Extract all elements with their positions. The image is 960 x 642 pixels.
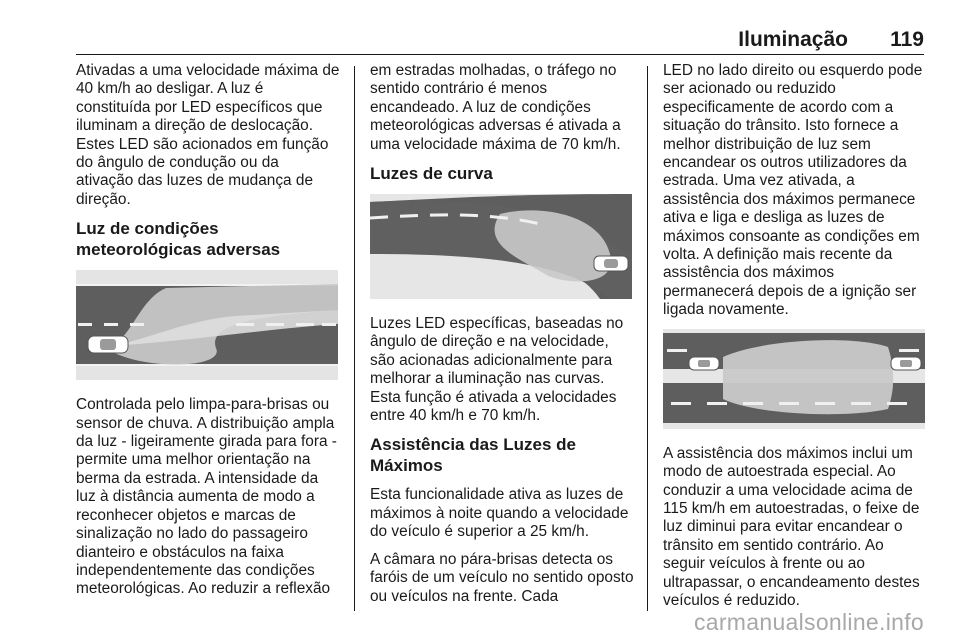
section-heading-cornering-lights: Luzes de curva	[370, 164, 493, 184]
car-icon	[594, 256, 628, 271]
page-number: 119	[890, 28, 924, 51]
column-2	[370, 62, 634, 615]
column-3	[663, 62, 927, 619]
paragraph: em estradas molhadas, o tráfego no sentido contrário é menos encandeado. A luz de condições meteorológicas adversas é ativada a uma velocidade máxima de 70 km/h.	[370, 62, 621, 153]
paragraph: A assistência dos máximos inclui um modo de autoestrada especial. Ao conduzir a uma velocidade acima de 115 km/h em autoestradas, o feixe de luz diminui para evitar encandear o trânsito em sentido contrário. Ao seguir veículos à frente ou ao ultrapassar, o encandeamento destes veículos é reduzido.	[663, 444, 920, 609]
section-title: Iluminação	[738, 28, 848, 51]
section-heading-high-beam-assist: Assistência das Luzes de Máximos	[370, 435, 576, 476]
paragraph: Esta funcionalidade ativa as luzes de máximos à noite quando a velocidade do veículo é superior a 25 km/h.	[370, 486, 629, 541]
cornering-light-illustration	[370, 194, 632, 299]
paragraph: A câmara no pára-brisas detecta os faróis de um veículo no sentido oposto ou veículos na frente. Cada	[370, 550, 634, 605]
car-icon	[891, 357, 921, 370]
car-icon	[88, 336, 128, 353]
column-divider-2	[647, 66, 648, 611]
page-header	[0, 0, 960, 56]
column-divider-1	[354, 66, 355, 611]
column-1	[76, 62, 340, 608]
watermark: carmanualsonline.info	[693, 609, 924, 635]
section-heading-adverse-weather: Luz de condições meteorológicas adversas	[76, 219, 281, 260]
paragraph: Ativadas a uma velocidade máxima de 40 km/h ao desligar. A luz é constituída por LED específicos que iluminam a direção de deslocação. Estes LED são acionados em função do ângulo de condução ou da ativação das luzes de mudança de direção.	[76, 62, 340, 208]
header-divider	[76, 54, 924, 55]
paragraph: Controlada pelo limpa-para-brisas ou sensor de chuva. A distribuição ampla da luz - ligeiramente girada para fora - permite uma melhor orientação na berma da estrada. A intensidade da luz à distância aumenta de modo a reconhecer objetos e marcas de sinalização no lado do passageiro dianteiro e obstáculos na faixa independentemente das condições meteorológicas. Ao reduzir a reflexão	[76, 396, 337, 598]
adverse-weather-light-illustration	[76, 270, 338, 380]
paragraph: Luzes LED específicas, baseadas no ângulo de direção e na velocidade, são acionadas adicionalmente para melhorar a iluminação nas curvas. Esta função é ativada a velocidades entre 40 km/h e 70 km/h.	[370, 315, 624, 425]
car-icon	[689, 357, 719, 370]
paragraph: LED no lado direito ou esquerdo pode ser acionado ou reduzido especificamente de acordo com a situação do trânsito. Isto fornece a melhor distribuição de luz sem encandear os outros utilizadores da estrada. Uma vez ativada, a assistência dos máximos permanece ativa e liga e desliga as luzes de máximos consoante as condições em volta. A definição mais recente da assistência dos máximos permanecerá depois de a ignição ser ligada novamente.	[663, 62, 923, 319]
high-beam-assist-illustration	[663, 329, 925, 429]
